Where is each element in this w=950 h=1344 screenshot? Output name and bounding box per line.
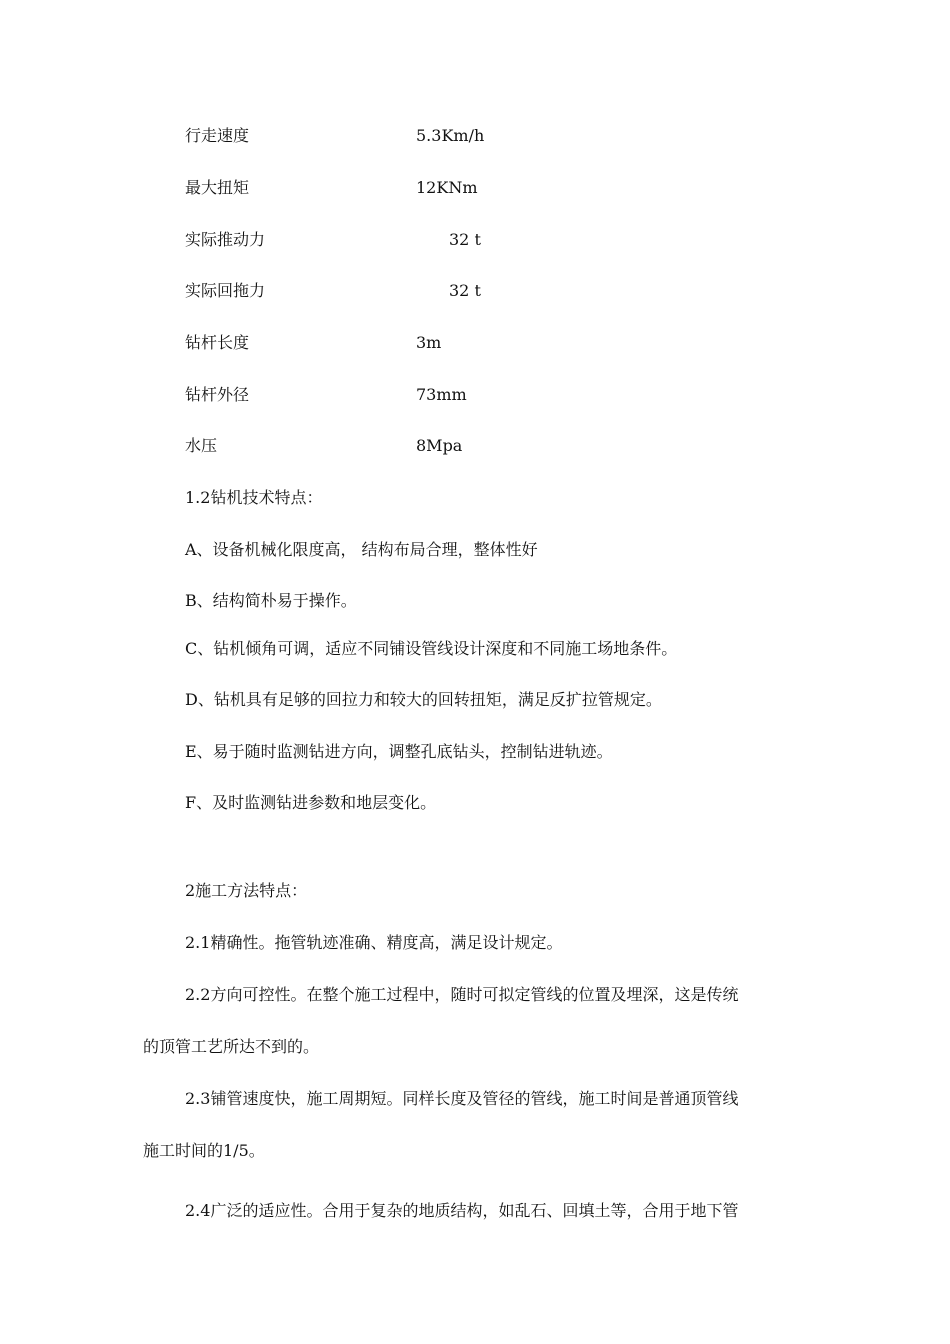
- paragraph-2-2-line1: 2.2方向可控性。在整个施工过程中，随时可拟定管线的位置及埋深，这是传统: [185, 985, 739, 1004]
- paragraph-2-2-line2: 的顶管工艺所达不到的。: [143, 1037, 320, 1056]
- spec-value-push-force: 32 t: [449, 230, 481, 249]
- feature-item-b: B、结构简朴易于操作。: [185, 591, 357, 610]
- spec-value-water-pressure: 8Mpa: [416, 436, 463, 455]
- spec-label-push-force: 实际推动力: [185, 230, 266, 249]
- spec-label-water-pressure: 水压: [185, 436, 218, 455]
- spec-value-rod-length: 3m: [416, 333, 442, 352]
- feature-item-f: F、及时监测钻进参数和地层变化。: [185, 793, 437, 812]
- feature-item-c: C、钻机倾角可调，适应不同铺设管线设计深度和不同施工场地条件。: [185, 639, 678, 658]
- spec-label-travel-speed: 行走速度: [185, 126, 250, 145]
- section-heading-2: 2施工方法特点：: [185, 881, 308, 900]
- spec-label-rod-diameter: 钻杆外径: [185, 385, 250, 404]
- section-heading-1-2: 1.2钻机技术特点：: [185, 488, 323, 507]
- spec-label-rod-length: 钻杆长度: [185, 333, 250, 352]
- feature-item-a: A、设备机械化限度高， 结构布局合理，整体性好: [185, 540, 538, 559]
- spec-label-max-torque: 最大扭矩: [185, 178, 250, 197]
- paragraph-2-3-line2: 施工时间的1/5。: [143, 1141, 265, 1160]
- spec-label-pullback-force: 实际回拖力: [185, 281, 266, 300]
- paragraph-2-1: 2.1精确性。拖管轨迹准确、精度高，满足设计规定。: [185, 933, 563, 952]
- feature-item-d: D、钻机具有足够的回拉力和较大的回转扭矩，满足反扩拉管规定。: [185, 690, 662, 709]
- spec-value-pullback-force: 32 t: [449, 281, 481, 300]
- paragraph-2-3-line1: 2.3铺管速度快，施工周期短。同样长度及管径的管线，施工时间是普通顶管线: [185, 1089, 739, 1108]
- feature-item-e: E、易于随时监测钻进方向，调整孔底钻头，控制钻进轨迹。: [185, 742, 613, 761]
- spec-value-max-torque: 12KNm: [416, 178, 478, 197]
- spec-value-rod-diameter: 73mm: [416, 385, 467, 404]
- paragraph-2-4-line1: 2.4广泛的适应性。合用于复杂的地质结构，如乱石、回填土等，合用于地下管: [185, 1201, 739, 1220]
- spec-value-travel-speed: 5.3Km/h: [416, 126, 485, 145]
